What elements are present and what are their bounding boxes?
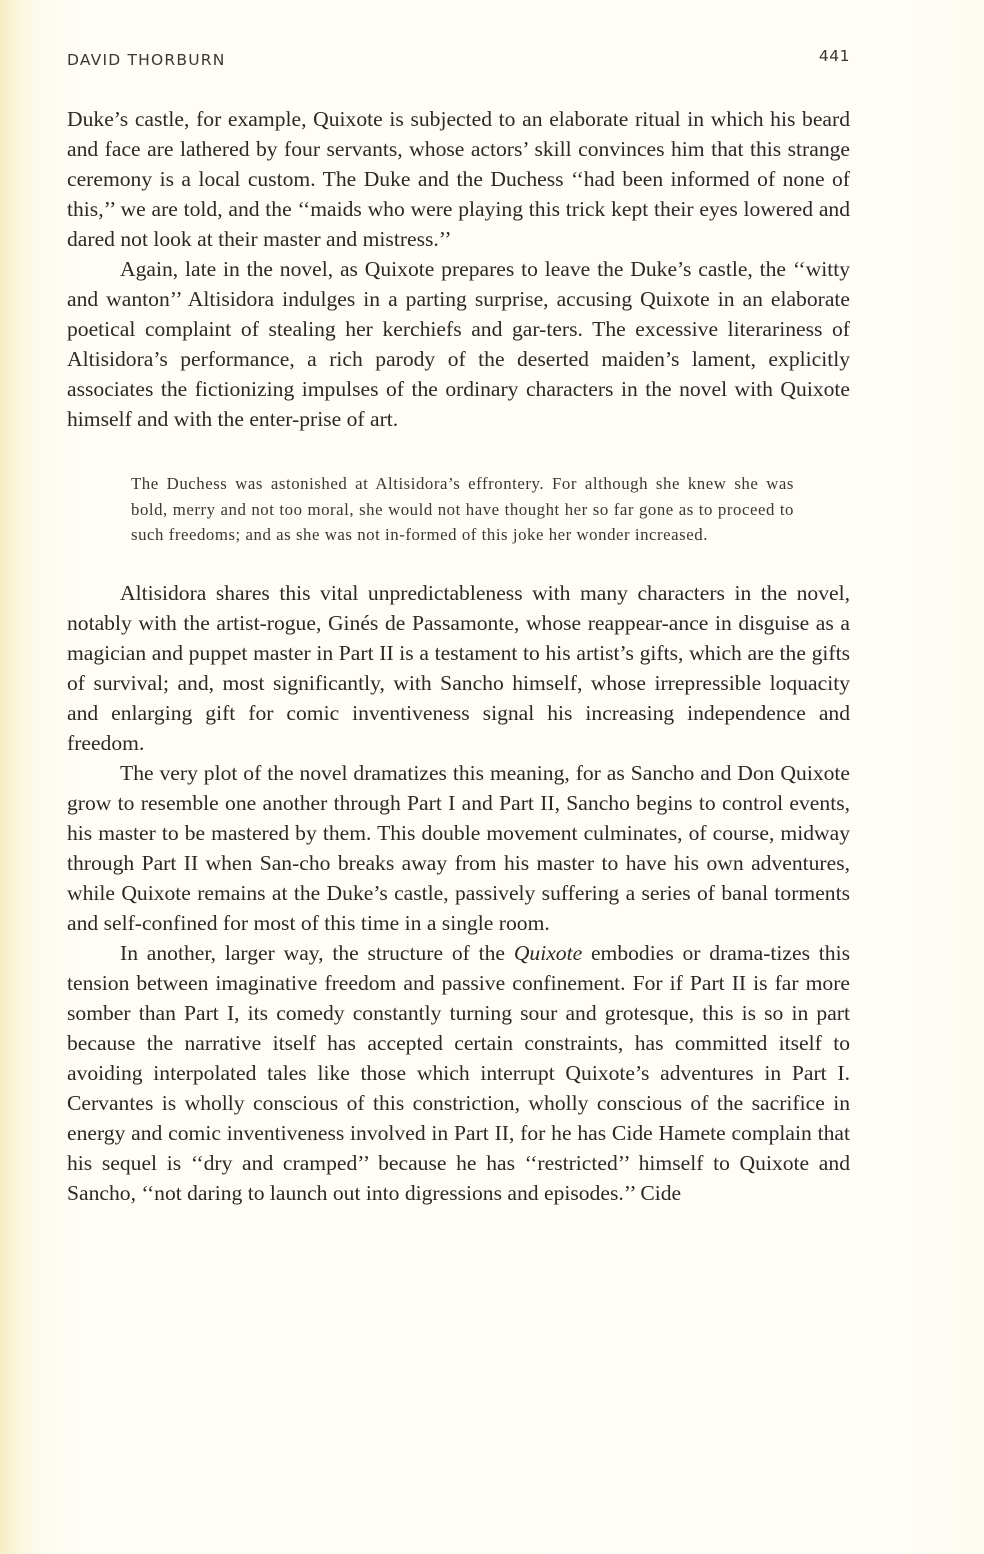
body-text [67,104,850,1208]
block-quote [131,471,794,548]
paragraph: Duke’s castle, for example, Quixote is subjected to an elaborate ritual in which his beard and face are lathered by four servants, whose actors’ skill convinces him that this strange ceremony is a local custom. The Duke and the Duchess ‘‘had been informed of none of this,’’ we are told, and the ‘‘maids who were playing this trick kept their eyes lowered and dared not look at their master and mistress.’’ [67,107,850,251]
paragraph [67,938,850,1208]
paragraph-text: embodies or drama-tizes this tension between imaginative freedom and passive confinement. For if Part II is far more somber than Part I, its comedy constantly turning sour and grotesque, this is so in part because the narrative itself has accepted certain constraints, has committed itself to avoiding interpolated tales like those which interrupt Quixote’s adventures in Part I. Cervantes is wholly conscious of this constriction, wholly conscious of the sacrifice in energy and comic inventiveness involved in Part II, for he has Cide Hamete complain that his sequel is ‘‘dry and cramped’’ because he has ‘‘restricted’’ himself to Quixote and Sancho, ‘‘not daring to launch out into digressions and episodes.’’ Cide [67,940,850,1205]
book-title-italic: Quixote [513,940,583,965]
block-quote-text: The Duchess was astonished at Altisidora’s effrontery. For although she knew she was bold, merry and not too moral, she would not have thought her so far gone as to proceed to such freedoms; and as she was not in-formed of this joke her wonder increased. [131,474,794,544]
running-head-author: DAVID THORBURN [67,51,226,69]
paragraph: Again, late in the novel, as Quixote prepares to leave the Duke’s castle, the ‘‘witty and wanton’’ Altisidora indulges in a parting surprise, accusing Quixote in an elaborate poetical complaint of stealing her kerchiefs and gar-ters. The excessive literariness of Altisidora’s performance, a rich parody of the deserted maiden’s lament, explicitly associates the fictionizing impulses of the ordinary characters in the novel with Quixote himself and with the enter-prise of art. [67,257,850,431]
paragraph-text: In another, larger way, the structure of the [120,940,514,965]
paragraph: Altisidora shares this vital unpredictableness with many characters in the novel, notably with the artist-rogue, Ginés de Passamonte, whose reappear-ance in disguise as a magician and puppet master in Part II is a testament to his artist’s gifts, which are the gifts of survival; and, most significantly, with Sancho himself, whose irrepressible loquacity and enlarging gift for comic inventiveness signal his increasing independence and freedom. [67,580,850,755]
running-head [67,47,850,73]
page-number: 441 [818,47,850,65]
paragraph: The very plot of the novel dramatizes this meaning, for as Sancho and Don Quixote grow to resemble one another through Part I and Part II, Sancho begins to control events, his master to be mastered by them. This double movement culminates, of course, midway through Part II when San-cho breaks away from his master to have his own adventures, while Quixote remains at the Duke’s castle, passively suffering a series of banal torments and self-confined for most of this time in a single room. [67,760,850,935]
